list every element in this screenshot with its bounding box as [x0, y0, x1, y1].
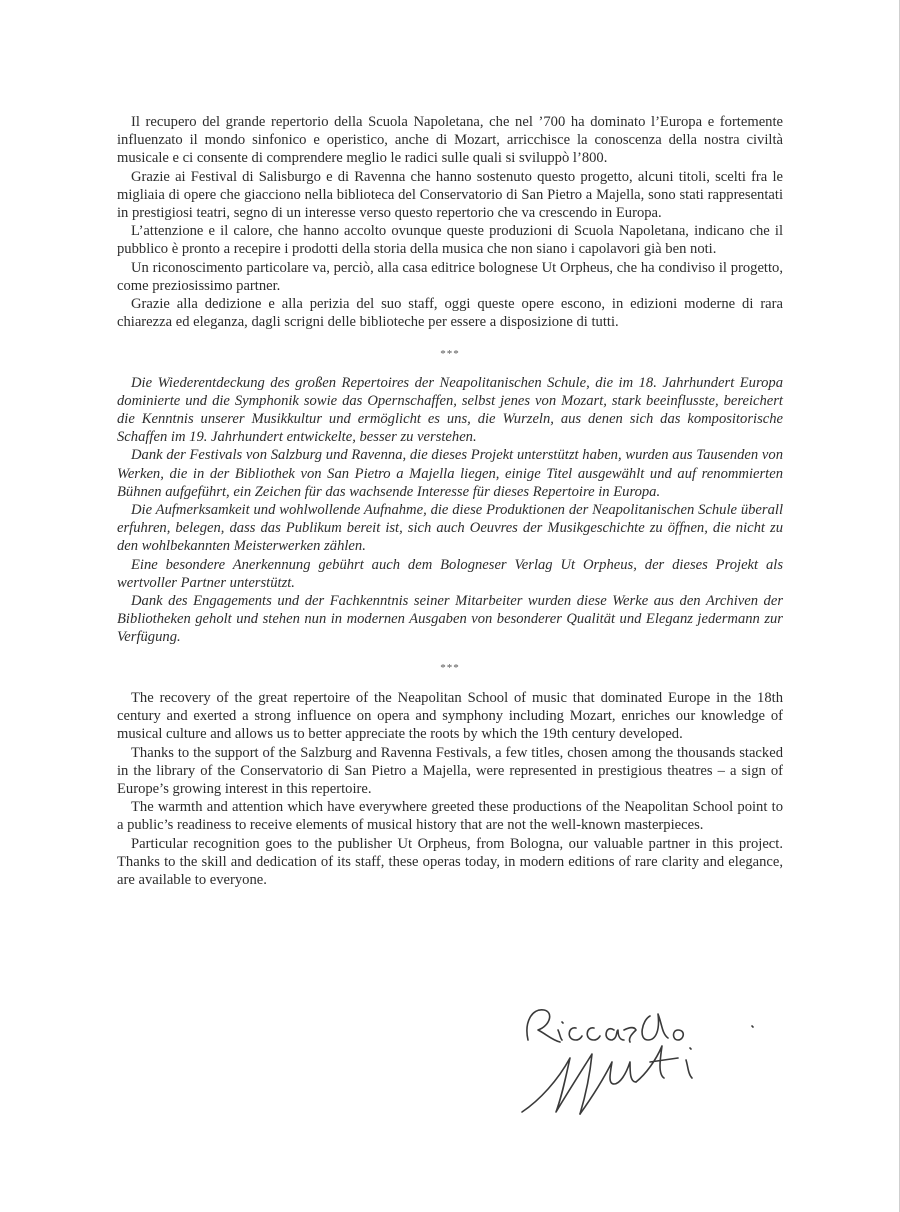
german-paragraph: Eine besondere Anerkennung gebührt auch dem Bologneser Verlag Ut Orpheus, der dieses Projekt als wertvoller Partner unterstützt. [117, 556, 783, 591]
english-paragraph: Thanks to the support of the Salzburg and Ravenna Festivals, a few titles, chosen among the thousands stacked in the library of the Conservatorio di San Pietro a Majella, were represented in prestigious theatres – a sign of Europe’s growing interest in this repertoire. [117, 744, 783, 797]
english-paragraph: The warmth and attention which have everywhere greeted these productions of the Neapolitan School point to a public’s readiness to receive elements of musical history that are not the well-known masterpieces. [117, 799, 783, 834]
english-paragraph: Particular recognition goes to the publisher Ut Orpheus, from Bologna, our valuable partner in this project. Thanks to the skill and dedication of its staff, these operas today, in modern editions of rare clarity and elegance, are available to everyone. [117, 835, 783, 888]
italian-paragraph: L’attenzione e il calore, che hanno accolto ovunque queste produzioni di Scuola Napoletana, indicano che il pubblico è pronto a recepire i prodotti della storia della musica che non siano i capolavori già ben noti. [117, 223, 783, 258]
italian-paragraph: Il recupero del grande repertorio della Scuola Napoletana, che nel ’700 ha dominato l’Europa e fortemente influenzato il mondo sinfonico e operistico, anche di Mozart, arricchisce la conoscenza della nostra civiltà musicale e ci consente di comprendere meglio le radici sulle quali si sviluppò l’800. [117, 114, 783, 167]
english-section [117, 689, 783, 889]
section-separator: *** [440, 661, 460, 674]
german-paragraph: Dank des Engagements und der Fachkenntnis seiner Mitarbeiter wurden diese Werke aus den Archiven der Bibliotheken geholt und stehen nun in modernen Ausgaben von besonderer Qualität und Eleganz jedermann zur Verfügung. [117, 593, 783, 646]
italian-paragraph: Grazie ai Festival di Salisburgo e di Ravenna che hanno sostenuto questo progetto, alcuni titoli, scelti fra le migliaia di opere che giacciono nella biblioteca del Conservatorio di San Pietro a Majella, sono stati rappresentati in prestigiosi teatri, segno di un interesse verso questo repertorio che va crescendo in Europa. [117, 168, 783, 222]
german-paragraph: Dank der Festivals von Salzburg und Ravenna, die dieses Projekt unterstützt haben, wurden aus Tausenden von Werken, die in der Bibliothek von San Pietro a Majella liegen, einige Titel ausgewählt und auf renommierten Bühnen aufgeführt, ein Zeichen für das wachsende Interesse für dieses Repertoire in Europa. [117, 447, 783, 500]
english-paragraph: The recovery of the great repertoire of the Neapolitan School of music that dominated Europe in the 18th century and exerted a strong influence on opera and symphony including Mozart, enriches our knowledge of musical culture and allows us to better appreciate the roots by which the 19th century developed. [117, 689, 783, 743]
italian-paragraph: Un riconoscimento particolare va, perciò, alla casa editrice bolognese Ut Orpheus, che ha condiviso il progetto, come preziosissimo partner. [117, 259, 783, 294]
german-section [117, 374, 783, 647]
italian-section [117, 113, 783, 331]
german-paragraph: Die Aufmerksamkeit und wohlwollende Aufnahme, die diese Produktionen der Neapolitanischen Schule überall erfuhren, belegen, dass das Publikum bereit ist, sich auch Oeuvres der Musikgeschichte zu öffnen, die nicht zu den wohlbekannten Meisterwerken zählen. [117, 502, 783, 555]
document-body [117, 113, 783, 889]
section-separator: *** [440, 348, 460, 361]
handwritten-signature [510, 1000, 770, 1120]
german-paragraph: Die Wiederentdeckung des großen Repertoires der Neapolitanischen Schule, die im 18. Jahrhundert Europa dominierte und die Symphonik sowie das Opernschaffen, selbst jenes von Mozart, stark beeinflusste, bereichert die Kenntnis unserer Musikkultur und ermöglicht es uns, die Wurzeln, aus denen sich das kompositorische Schaffen im 19. Jahrhundert entwickelte, besser zu verstehen. [117, 374, 783, 446]
italian-paragraph: Grazie alla dedizione e alla perizia del suo staff, oggi queste opere escono, in edizioni moderne di rara chiarezza ed eleganza, dagli scrigni delle biblioteche per essere a disposizione di tutti. [117, 296, 783, 331]
